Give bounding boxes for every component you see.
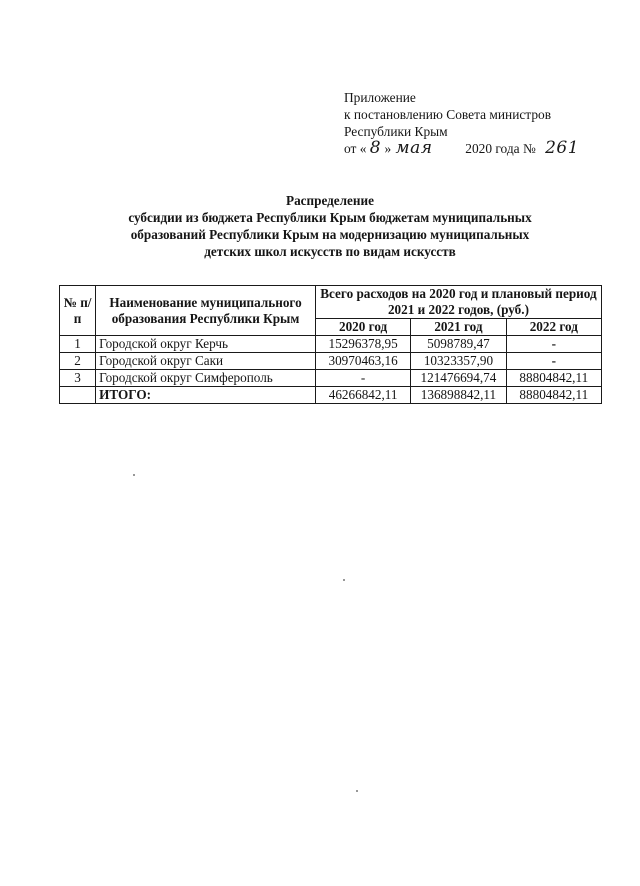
- header-expenses-group: Всего расходов на 2020 год и плановый период 2021 и 2022 годов, (руб.): [315, 286, 601, 319]
- row-value-2022: -: [506, 336, 601, 353]
- row-value-2021: 10323357,90: [411, 353, 506, 370]
- header-year-2021: 2021 год: [411, 319, 506, 336]
- row-name: Городской округ Керчь: [96, 336, 316, 353]
- title-line-1: Распределение: [286, 193, 374, 208]
- header-year-2022: 2022 год: [506, 319, 601, 336]
- row-num: 3: [60, 370, 96, 387]
- row-value-2020: 15296378,95: [315, 336, 410, 353]
- scan-speck: [133, 474, 135, 476]
- total-value-2021: 136898842,11: [411, 387, 506, 404]
- row-name: Городской округ Симферополь: [96, 370, 316, 387]
- table-header-row: [60, 286, 602, 319]
- header-name: Наименование муниципального образования Республики Крым: [96, 286, 316, 336]
- row-value-2020: -: [315, 370, 410, 387]
- table-total-row: [60, 387, 602, 404]
- total-value-2022: 88804842,11: [506, 387, 601, 404]
- row-value-2021: 121476694,74: [411, 370, 506, 387]
- table-row: [60, 353, 602, 370]
- appendix-line-3: Республики Крым: [344, 124, 448, 139]
- appendix-date-line: [344, 140, 579, 157]
- total-num-cell: [60, 387, 96, 404]
- appendix-header: [344, 89, 579, 157]
- scan-speck: [356, 790, 358, 792]
- row-value-2021: 5098789,47: [411, 336, 506, 353]
- row-value-2020: 30970463,16: [315, 353, 410, 370]
- title-line-4: детских школ искусств по видам искусств: [204, 244, 456, 259]
- table-row: [60, 336, 602, 353]
- appendix-line-1: Приложение: [344, 90, 416, 105]
- handwritten-number: 261: [545, 138, 580, 158]
- year-and-number-label: 2020 года №: [465, 141, 536, 156]
- row-value-2022: -: [506, 353, 601, 370]
- handwritten-month: мая: [395, 138, 433, 158]
- date-prefix: от «: [344, 141, 367, 156]
- row-name: Городской округ Саки: [96, 353, 316, 370]
- row-value-2022: 88804842,11: [506, 370, 601, 387]
- total-value-2020: 46266842,11: [315, 387, 410, 404]
- table-row: [60, 370, 602, 387]
- header-num: № п/п: [60, 286, 96, 336]
- title-line-2: субсидии из бюджета Республики Крым бюджетам муниципальных: [128, 210, 532, 225]
- row-num: 1: [60, 336, 96, 353]
- row-num: 2: [60, 353, 96, 370]
- total-label: ИТОГО:: [96, 387, 316, 404]
- handwritten-day: 8: [369, 138, 382, 158]
- date-close: »: [384, 141, 392, 156]
- title-line-3: образований Республики Крым на модернизацию муниципальных: [130, 227, 530, 242]
- document-title: [60, 192, 600, 260]
- scan-speck: [343, 579, 345, 581]
- appendix-line-2: к постановлению Совета министров: [344, 107, 552, 122]
- distribution-table: [59, 285, 602, 404]
- header-year-2020: 2020 год: [315, 319, 410, 336]
